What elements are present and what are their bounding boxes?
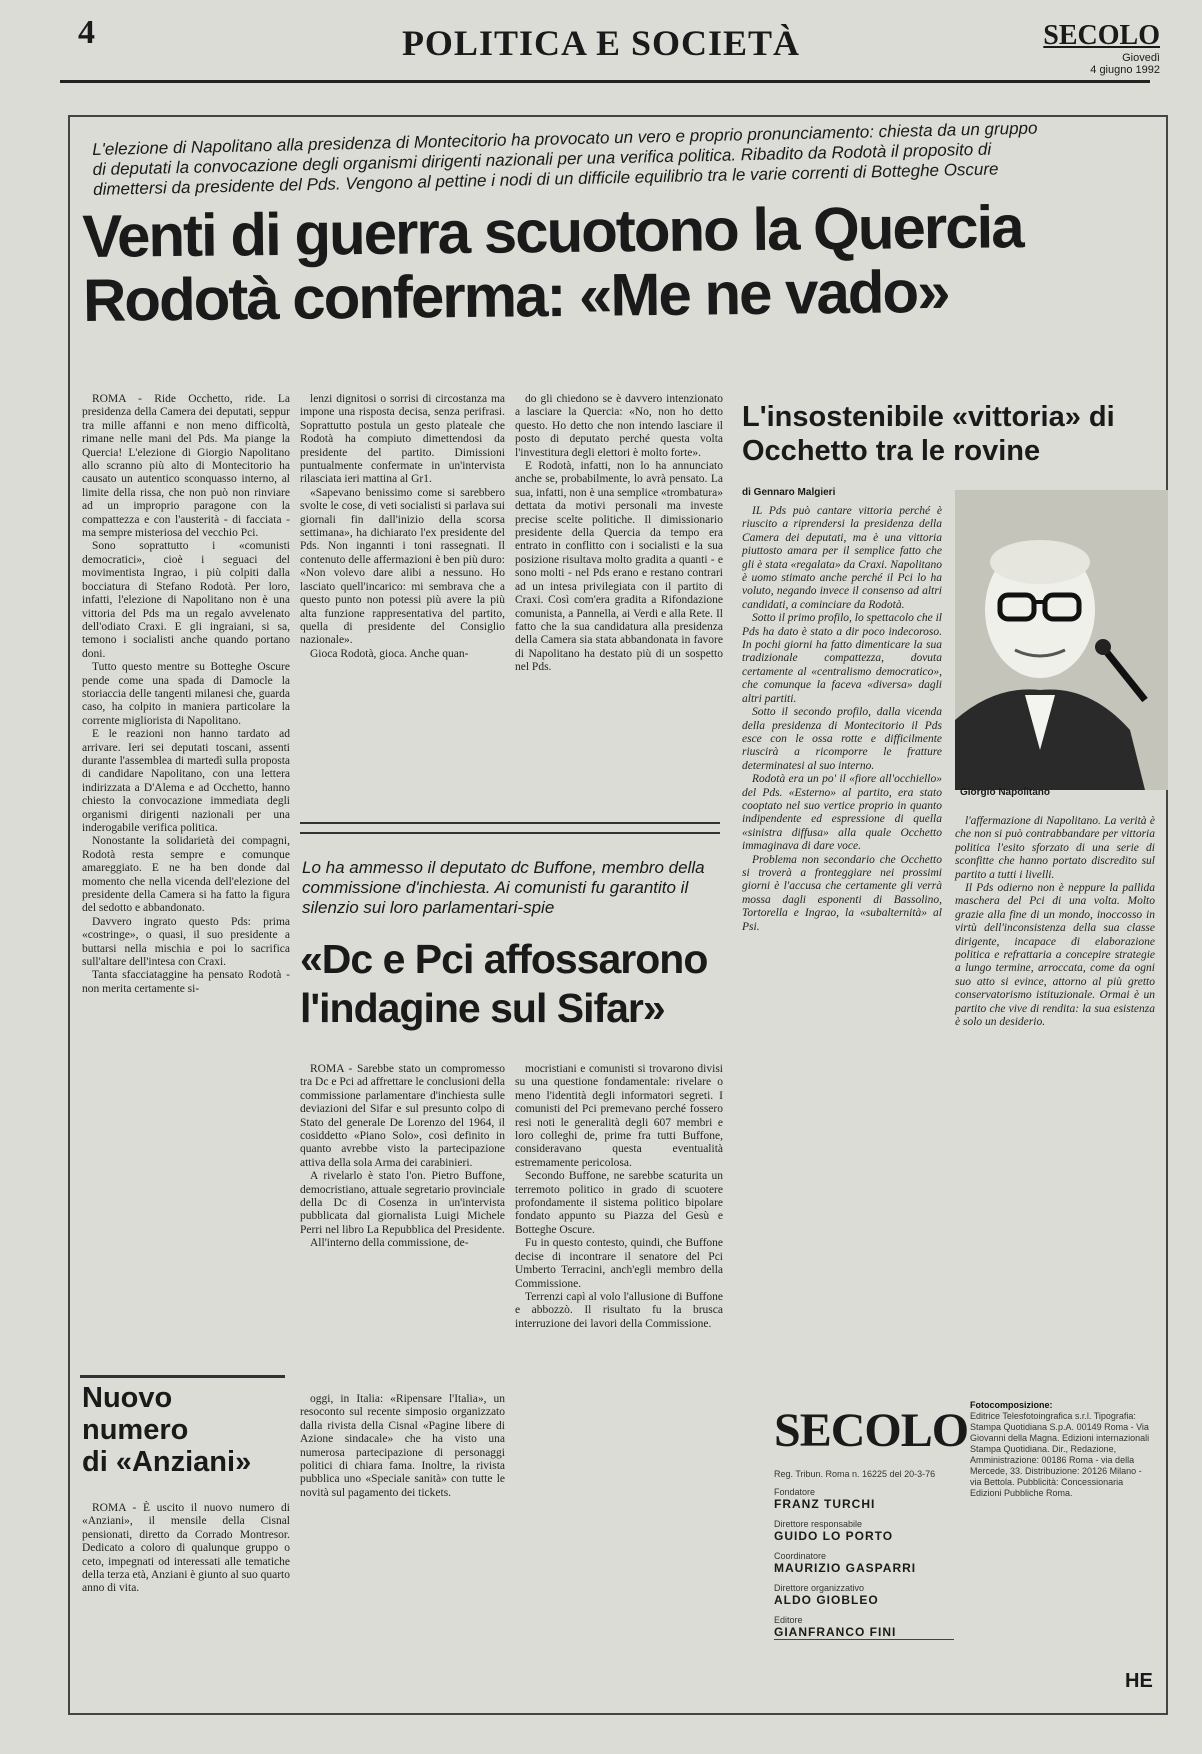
page-number: 4	[78, 14, 95, 51]
director-name: GUIDO LO PORTO	[774, 1529, 894, 1543]
end-mark: HE	[1125, 1670, 1153, 1692]
anziani-column-1	[82, 1502, 290, 1596]
main-col1-p5: Nonostante la solidarietà dei compagni, Rodotà resta sempre e comunque amareggiato. E ne ha ben donde dal momento che nella vicenda dell'elezione del presidente della Camera si ha fatto la figura del sedotto e abbandonato.	[82, 835, 290, 915]
main-col1-p6: Davvero ingrato questo Pds: prima «costringe», o quasi, il suo presidente a buttarsi nella mischia e poi lo sacrifica sull'altare dell'intesa con Craxi.	[82, 915, 290, 969]
side-p2: Sotto il primo profilo, lo spettacolo che il Pds ha dato è stato a dir poco indecoroso. In pochi giorni ha fatto dimenticare la sua tradizionale compattezza, dovuta certamente al «centralismo democratico», che comunque la faceva «diversa» dagli altri partiti.	[742, 612, 942, 705]
colophon-registration: Reg. Tribun. Roma n. 16225 del 20-3-76	[774, 1469, 936, 1479]
anziani-title	[82, 1382, 282, 1478]
second-col1-p2: A rivelarlo è stato l'on. Pietro Buffone, democristiano, attuale segretario provinciale della Dc di Cosenza in un'intervista pubblicata dal giornalista Luigi Michele Perri nel libro La Repubblica del Presidente.	[300, 1170, 505, 1236]
founder-name: FRANZ TURCHI	[774, 1497, 876, 1511]
colophon-logo: SECOLO	[774, 1404, 969, 1457]
masthead-date: 4 giugno 1992	[1090, 64, 1160, 76]
photo-caption: Giorgio Napolitano	[960, 787, 1050, 798]
main-col1-p2: Sono soprattutto i «comunisti democratici», cioè i seguaci del movimentista Ingrao, i più colpiti dalla bocciatura di Stefano Rodotà. Per loro, infatti, l'elezione di Napolitano non è una vittoria del Pds ma un regalo avvelenato dell'odiato Craxi. E gli ingraiani, si sa, temono i socialisti anche quando portano doni.	[82, 540, 290, 660]
colophon-right-title: Fotocomposizione:	[970, 1400, 1053, 1410]
side-p4: Rodotà era un po' il «fiore all'occhiello» del Pds. «Esterno» al partito, era stato cooptato nel suo vertice proprio in quanto indipendente ed espressione di quella «sinistra diffusa» alla quale Occhetto immaginava di dare voce.	[742, 773, 942, 853]
main-col1-p1: ROMA - Ride Occhetto, ride. La presidenza della Camera dei deputati, seppur tra mille affanni e non meno difficoltà, rimane nelle mani del Pds. Ma piange la Quercia! L'elezione di Giorgio Napolitano allo scranno più alto di Montecitorio ha causato un autentico sconquasso interno, al limite della rissa, che non può non rinviare ad un improprio paragone con la compattezza e con l'austerità - di facciata - ma sempre misteriosa del vecchio Pci.	[82, 393, 290, 540]
main-headline-line2: Rodotà conferma: «Me ne vado»	[82, 257, 949, 334]
director-role: Direttore responsabile	[774, 1519, 863, 1529]
anziani-col2-text: oggi, in Italia: «Ripensare l'Italia», un resoconto sul recente simposio organizzato dalla rivista della Cisnal «Pagine libere di Azione sindacale» che ha visto una numerosa partecipazione di personaggi politici di chiara fama. Inoltre, la rivista pubblica uno «Speciale sanità» con tutte le novità sul pagamento dei tickets.	[300, 1393, 505, 1499]
coordinator-name: MAURIZIO GASPARRI	[774, 1561, 917, 1575]
side-p3: Sotto il secondo profilo, dalla vicenda della presidenza di Montecitorio il Pds esce con le ossa rotte e difficilmente riuscirà a ricomporre le fratture determinatesi al suo interno.	[742, 706, 942, 772]
main-col3-p2: E Rodotà, infatti, non lo ha annunciato anche se, probabilmente, lo avrà pensato. La sua, infatti, non è una semplice «trombatura» dettata da motivi personali ma investe precise scelte politiche. Il dimissionario presidente della Quercia da tempo era entrato in conflitto con i socialisti e la sua posizione risultava molto gradita a quanti - e sono molti - nel Pds erano e restano contrari ad un intesa privilegiata con il partito di Craxi. Così com'era gradita a Rifondazione comunista, a Pannella, ai Verdi e alla Rete. Il fatto che la sua candidatura alla presidenza della Camera sia stata abbandonata in favore di Napolitano ha destato più di un sospetto nel Pds.	[515, 460, 723, 674]
colophon-right-text: Editrice Telesfotoingrafica s.r.l. Tipografia: Stampa Quotidiana S.p.A. 00149 Roma - Via Giovanni della Magna. Edizioni internazionali Stampa Quotidiana. Dir., Redazione, Amministrazione: 00186 Roma - via della Mercede, 33. Distribuzione: 20126 Milano - via Bettola. Pubblicità: Concessionaria Edizioni Pubbliche Roma.	[970, 1411, 1150, 1498]
colophon	[774, 1404, 969, 1640]
second-column-1	[300, 1063, 505, 1251]
napolitano-photo	[955, 490, 1168, 790]
main-col1-p7: Tanta sfacciataggine ha pensato Rodotà - non merita certamente si-	[82, 969, 290, 995]
main-col1-p4: E le reazioni non hanno tardato ad arrivare. Ieri sei deputati toscani, assenti durante l'assemblea di martedì sulla proposta di candidare Napolitano, con una lettera indirizzata a D'Alema e ad Occhetto, hanno chiesto la convocazione immediata degli organismi dirigenti nazionali per una inderogabile verifica politica.	[82, 728, 290, 834]
side-p1: IL Pds può cantare vittoria perché è riuscito a riprendersi la presidenza della Camera dei deputati, ma è una vittoria piuttosto amara per il semplice fatto che gli è stata «regalata» da Craxi. Napolitano è uomo stimato anche perché il Pci lo ha voluto, negando invece il consenso ad altri candidati, a cominciare da Rodotà.	[742, 505, 942, 611]
anziani-title-line2: numero	[82, 1414, 189, 1446]
anziani-rule	[80, 1375, 285, 1378]
anziani-title-line3: di «Anziani»	[82, 1446, 252, 1478]
main-col1-p3: Tutto questo mentre su Botteghe Oscure pende come una spada di Damocle la storiaccia delle tangenti milanesi che, guarda caso, ha colpito in maniera particolare la corrente migliorista di Napolitano.	[82, 661, 290, 727]
main-col2-p3: Gioca Rodotà, gioca. Anche quan-	[310, 647, 469, 660]
side-p5: Problema non secondario che Occhetto si troverà a fronteggiare nei prossimi giorni è l'accusa che certamente gli verrà mossa dagli esponenti di Bassolino, Tortorella e Ingrao, la «subalternità» al Psi.	[742, 853, 942, 933]
masthead-top	[1043, 20, 1160, 76]
second-col2-p2: Secondo Buffone, ne sarebbe scaturita un terremoto politico in grado di scuotere profondamente il sistema politico bipolare fondato appunto su Piazza del Gesù e Botteghe Oscure.	[515, 1170, 723, 1236]
section-title: POLITICA E SOCIETÀ	[401, 23, 801, 63]
second-col1-p1: ROMA - Sarebbe stato un compromesso tra Dc e Pci ad affrettare le conclusioni della commissione parlamentare d'inchiesta sulle deviazioni del Sifar e sul presunto colpo di Stato del generale De Lorenzo del 1964, il cosiddetto «Piano Solo», così definito in quanto avrebbe visto la partecipazione attiva della sola Arma dei carabinieri.	[300, 1063, 505, 1169]
side-p7: Il Pds odierno non è neppure la pallida maschera del Pci di una volta. Molto grazie alla fine di un mondo, inoccosso in virtù dell'inconsistenza della sua classe dirigente, incapace di elaborazione politica e refrattaria a concepire strategie a lungo termine, arroccata, come da ogni suo atto si evince, attorno al più gretto conservatorismo istituzionale. Ormai è un partito che vive di rendita: la sua esistenza è solo un desiderio.	[955, 882, 1155, 1029]
second-col1-p3: All'interno della commissione, de-	[310, 1237, 469, 1250]
side-byline: di Gennaro Malgieri	[742, 487, 836, 498]
main-column-2	[300, 393, 505, 661]
second-col2-p1: mocristiani e comunisti si trovarono divisi su una questione fondamentale: rivelare o meno l'identità degli informatori segreti. I comunisti del Pci premevano perché fossero resi noti le generalità degli 607 membri e loro colleghi de, prime fra tutti Buffone, consideravano questa eventualità estremamente pericolosa.	[515, 1063, 723, 1169]
second-column-2	[515, 1063, 723, 1331]
main-col2-p2: «Sapevano benissimo come si sarebbero svolte le cose, di veti socialisti si parlava sui giornali fin dall'inizio della scorsa settimana», ha dichiarato l'ex presidente del Pds. Non ingannti i toni rassegnati. Il contenuto delle affermazioni è ben più duro: «Non volevo dare alibi a nessuno. Ho lasciato quell'incarico: mi sembrava che a questo punto non potessi più avere la più alta funzione rappresentativa del partito, quella di presidente del Consiglio nazionale».	[300, 486, 505, 647]
colophon-details	[970, 1400, 1150, 1499]
anziani-column-2	[300, 1393, 505, 1500]
header-rule	[60, 80, 1150, 83]
portrait-illustration	[955, 490, 1168, 790]
second-col2-p4: Terrenzi capì al volo l'allusione di Buffone e abbozzò. Il risultato fu la brusca interruzione dei lavori della Commissione.	[515, 1290, 723, 1330]
side-title: L'insostenibile «vittoria» di Occhetto tra le rovine	[742, 401, 1115, 467]
founder-role: Fondatore	[774, 1487, 816, 1497]
coordinator-role: Coordinatore	[774, 1551, 827, 1561]
main-col2-p1: lenzi dignitosi o sorrisi di circostanza ma impone una risposta decisa, senza perifrasi. Soprattutto postula un gesto plateale che Rodotà ha compiuto dimettendosi da presidente del partito. Dimissioni puntualmente confermate in un'intervista rilasciata ieri mattina al Gr1.	[300, 393, 505, 486]
editor-role: Editore	[774, 1615, 803, 1625]
main-kicker: L'elezione di Napolitano alla presidenza di Montecitorio ha provocato un vero e proprio pronunciamento: chiesta da un gruppo di deputati la convocazione degli organismi dirigenti nazionali per una verifica politica. Ribadito da Rodotà il proposito di dimettersi da presidente del Pds. Vengono al pettine i nodi di un difficile equilibrio tra le varie correnti di Botteghe Oscure	[92, 118, 1038, 199]
editor-name: GIANFRANCO FINI	[774, 1625, 897, 1639]
second-headline-line2: l'indagine sul Sifar»	[300, 985, 665, 1031]
main-column-1	[82, 393, 290, 996]
side-p6: l'affermazione di Napolitano. La verità è che non si può contrabbandare per vittoria politica l'esito sforzato di una serie di sconfitte che hanno portato discredito sul partito a tutti i livelli.	[955, 815, 1155, 881]
anziani-title-line1: Nuovo	[82, 1382, 173, 1414]
second-headline	[300, 935, 740, 1033]
second-kicker: Lo ha ammesso il deputato dc Buffone, membro della commissione d'inchiesta. Ai comunisti fu garantito il silenzio sui loro parlamentari-spie	[302, 858, 705, 917]
second-article-rule	[300, 822, 720, 834]
deputy-role: Direttore organizzativo	[774, 1583, 865, 1593]
deputy-name: ALDO GIOBLEO	[774, 1593, 879, 1607]
main-column-3	[515, 393, 723, 675]
side-column-2	[955, 815, 1155, 1030]
main-headline	[82, 194, 1103, 333]
main-col3-p1: do gli chiedono se è davvero intenzionato a lasciare la Quercia: «No, non ho detto questo. Ho detto che non intendo lasciare il posto di deputato perché questa volta l'investitura degli elettori è molto forte».	[515, 393, 723, 459]
main-headline-line1: Venti di guerra scuotono la Quercia	[81, 193, 1023, 270]
side-column-1	[742, 505, 942, 934]
masthead-day: Giovedì	[1122, 52, 1160, 64]
second-headline-line1: «Dc e Pci affossarono	[300, 936, 708, 982]
second-col2-p3: Fu in questo contesto, quindi, che Buffone decise di incontrare il senatore del Pci Umberto Terracini, anch'egli membro della Commissione.	[515, 1237, 723, 1290]
masthead-name: SECOLO	[1043, 20, 1160, 51]
anziani-col1-text: ROMA - È uscito il nuovo numero di «Anziani», il mensile della Cisnal pensionati, diretto da Corrado Montresor. Dedicato a coloro di qualunque gruppo o ceto, impegnati od interessati alle tematiche della terza età, Anziani è giunto al suo quarto anno di vita.	[82, 1502, 290, 1595]
